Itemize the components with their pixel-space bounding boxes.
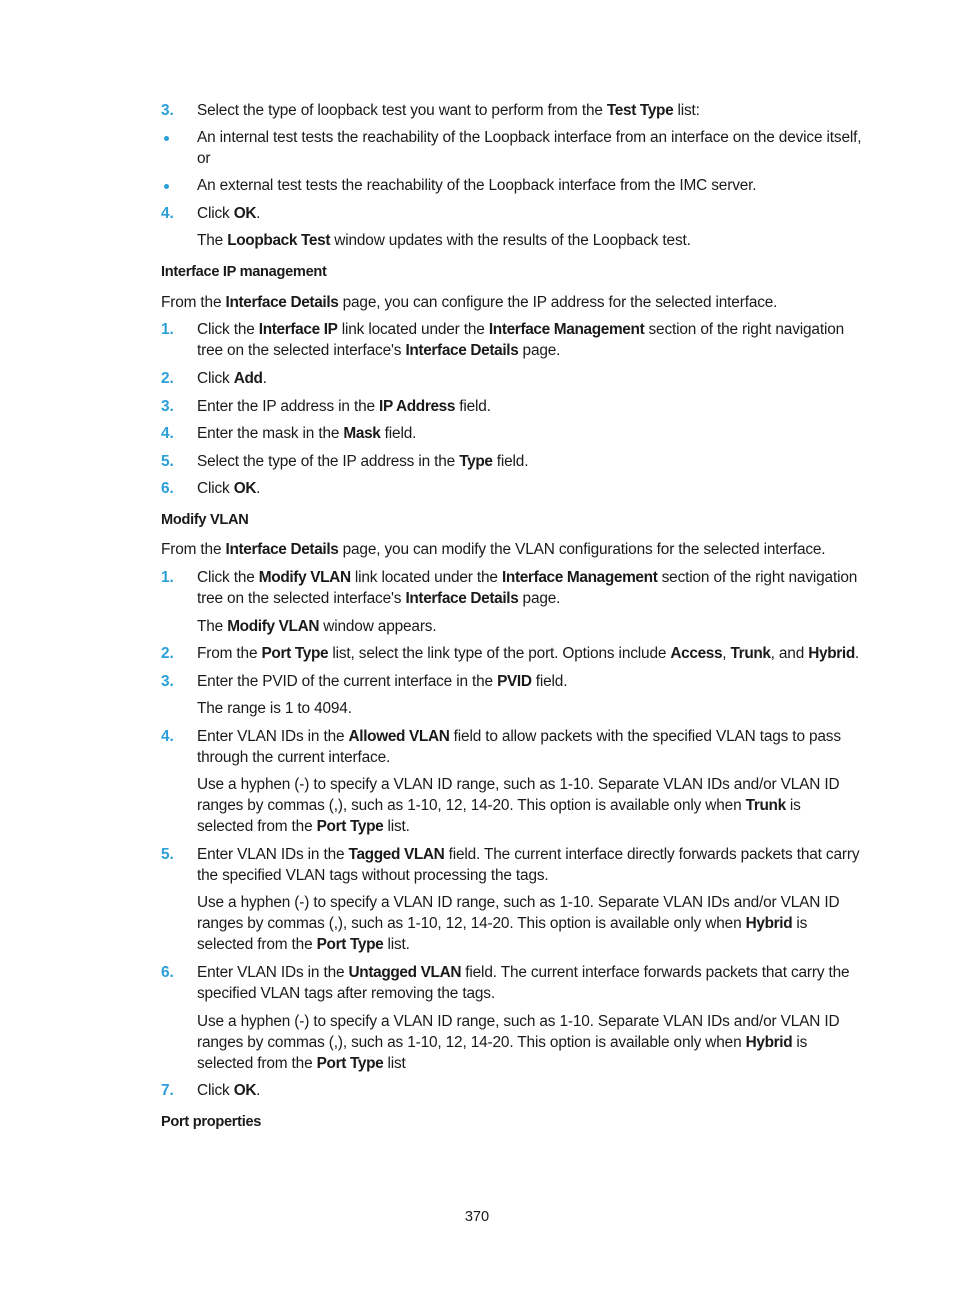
step-number: 4. — [161, 728, 174, 745]
para-text-line: From the Interface Details page, you can modify the VLAN configurations for the selected interface. — [161, 541, 826, 558]
para-text-line: selected from the Port Type list — [197, 1055, 406, 1072]
bullet-text-line: or — [197, 150, 211, 167]
step-text-line: Select the type of loopback test you want to perform from the Test Type list: — [197, 102, 700, 119]
ui-term: Interface Details — [225, 294, 339, 311]
ui-term: Hybrid — [745, 915, 793, 932]
step-text-line: Click OK. — [197, 1082, 261, 1099]
ui-term: OK — [233, 205, 257, 222]
step-number: 2. — [161, 370, 174, 387]
step-number: 1. — [161, 321, 174, 338]
ui-term: OK — [233, 1082, 257, 1099]
step-text-line: Click OK. — [197, 205, 261, 222]
ui-term: Interface Details — [405, 342, 519, 359]
step-number: 4. — [161, 205, 174, 222]
ui-term: Modify VLAN — [227, 618, 320, 635]
para-text-line: The range is 1 to 4094. — [197, 700, 352, 717]
ui-term: Interface IP — [258, 321, 338, 338]
step-text-line: through the current interface. — [197, 749, 391, 766]
bullet-text-line: An external test tests the reachability of the Loopback interface from the IMC server. — [197, 177, 757, 194]
step-number: 3. — [161, 102, 174, 119]
ui-term: Interface Management — [488, 321, 645, 338]
step-number: 2. — [161, 645, 174, 662]
ui-term: OK — [233, 480, 257, 497]
step-number: 5. — [161, 453, 174, 470]
page-number: 370 — [464, 1209, 490, 1225]
step-text-line: Enter VLAN IDs in the Allowed VLAN field to allow packets with the specified VLAN tags to pass — [197, 728, 841, 745]
ui-term: Port Type — [316, 936, 384, 953]
step-number: 3. — [161, 398, 174, 415]
ui-term: Add — [233, 370, 263, 387]
para-text-line: Use a hyphen (-) to specify a VLAN ID range, such as 1-10. Separate VLAN IDs and/or VLAN ID — [197, 894, 840, 911]
ui-term: Hybrid — [745, 1034, 793, 1051]
para-text-line: Use a hyphen (-) to specify a VLAN ID range, such as 1-10. Separate VLAN IDs and/or VLAN ID — [197, 776, 840, 793]
ui-term: PVID — [497, 673, 532, 690]
para-text-line: From the Interface Details page, you can configure the IP address for the selected interface. — [161, 294, 778, 311]
step-text-line: tree on the selected interface's Interface Details page. — [197, 590, 561, 607]
ui-term: Access — [670, 645, 723, 662]
ui-term: Type — [459, 453, 493, 470]
ui-term: Tagged VLAN — [348, 846, 445, 863]
para-text-line: ranges by commas (,), such as 1-10, 12, 14-20. This option is available only when Hybrid is — [197, 915, 808, 932]
step-text-line: Enter the IP address in the IP Address field. — [197, 398, 491, 415]
step-text-line: Enter VLAN IDs in the Untagged VLAN field. The current interface forwards packets that carry the — [197, 964, 850, 981]
bullet-icon — [164, 136, 169, 141]
ui-term: Port Type — [316, 1055, 384, 1072]
section-heading: Interface IP management — [161, 264, 327, 280]
para-text-line: Use a hyphen (-) to specify a VLAN ID range, such as 1-10. Separate VLAN IDs and/or VLAN ID — [197, 1013, 840, 1030]
step-text-line: Click OK. — [197, 480, 261, 497]
ui-term: IP Address — [379, 398, 456, 415]
bullet-text-line: An internal test tests the reachability of the Loopback interface from an interface on the device itself, — [197, 129, 862, 146]
para-text-line: The Loopback Test window updates with the results of the Loopback test. — [197, 232, 691, 249]
para-text-line: selected from the Port Type list. — [197, 818, 410, 835]
ui-term: Modify VLAN — [258, 569, 351, 586]
para-text-line: ranges by commas (,), such as 1-10, 12, 14-20. This option is available only when Trunk is — [197, 797, 801, 814]
para-text-line: selected from the Port Type list. — [197, 936, 410, 953]
ui-term: Hybrid — [808, 645, 855, 662]
step-number: 3. — [161, 673, 174, 690]
step-text-line: Select the type of the IP address in the Type field. — [197, 453, 529, 470]
ui-term: Mask — [343, 425, 381, 442]
section-heading: Modify VLAN — [161, 512, 249, 528]
step-number: 6. — [161, 480, 174, 497]
step-text-line: Click the Interface IP link located under the Interface Management section of the right navigation — [197, 321, 845, 338]
ui-term: Port Type — [261, 645, 329, 662]
ui-term: Port Type — [316, 818, 384, 835]
step-text-line: Enter the mask in the Mask field. — [197, 425, 417, 442]
ui-term: Test Type — [606, 102, 674, 119]
step-text-line: Enter VLAN IDs in the Tagged VLAN field. The current interface directly forwards packets that carry — [197, 846, 860, 863]
para-text-line: ranges by commas (,), such as 1-10, 12, 14-20. This option is available only when Hybrid is — [197, 1034, 808, 1051]
step-text-line: From the Port Type list, select the link type of the port. Options include Access, Trunk, and Hybrid. — [197, 645, 860, 662]
ui-term: Interface Details — [405, 590, 519, 607]
step-text-line: tree on the selected interface's Interface Details page. — [197, 342, 561, 359]
step-number: 7. — [161, 1082, 174, 1099]
step-text-line: specified VLAN tags after removing the tags. — [197, 985, 495, 1002]
ui-term: Loopback Test — [227, 232, 331, 249]
step-number: 5. — [161, 846, 174, 863]
step-number: 6. — [161, 964, 174, 981]
step-number: 4. — [161, 425, 174, 442]
step-number: 1. — [161, 569, 174, 586]
bullet-icon — [164, 184, 169, 189]
para-text-line: The Modify VLAN window appears. — [197, 618, 437, 635]
step-text-line: Enter the PVID of the current interface in the PVID field. — [197, 673, 568, 690]
ui-term: Trunk — [745, 797, 786, 814]
step-text-line: the specified VLAN tags without processing the tags. — [197, 867, 549, 884]
section-heading: Port properties — [161, 1114, 262, 1130]
ui-term: Untagged VLAN — [348, 964, 462, 981]
ui-term: Interface Management — [501, 569, 658, 586]
ui-term: Trunk — [730, 645, 771, 662]
step-text-line: Click the Modify VLAN link located under the Interface Management section of the right navigation — [197, 569, 858, 586]
ui-term: Allowed VLAN — [348, 728, 450, 745]
ui-term: Interface Details — [225, 541, 339, 558]
step-text-line: Click Add. — [197, 370, 267, 387]
